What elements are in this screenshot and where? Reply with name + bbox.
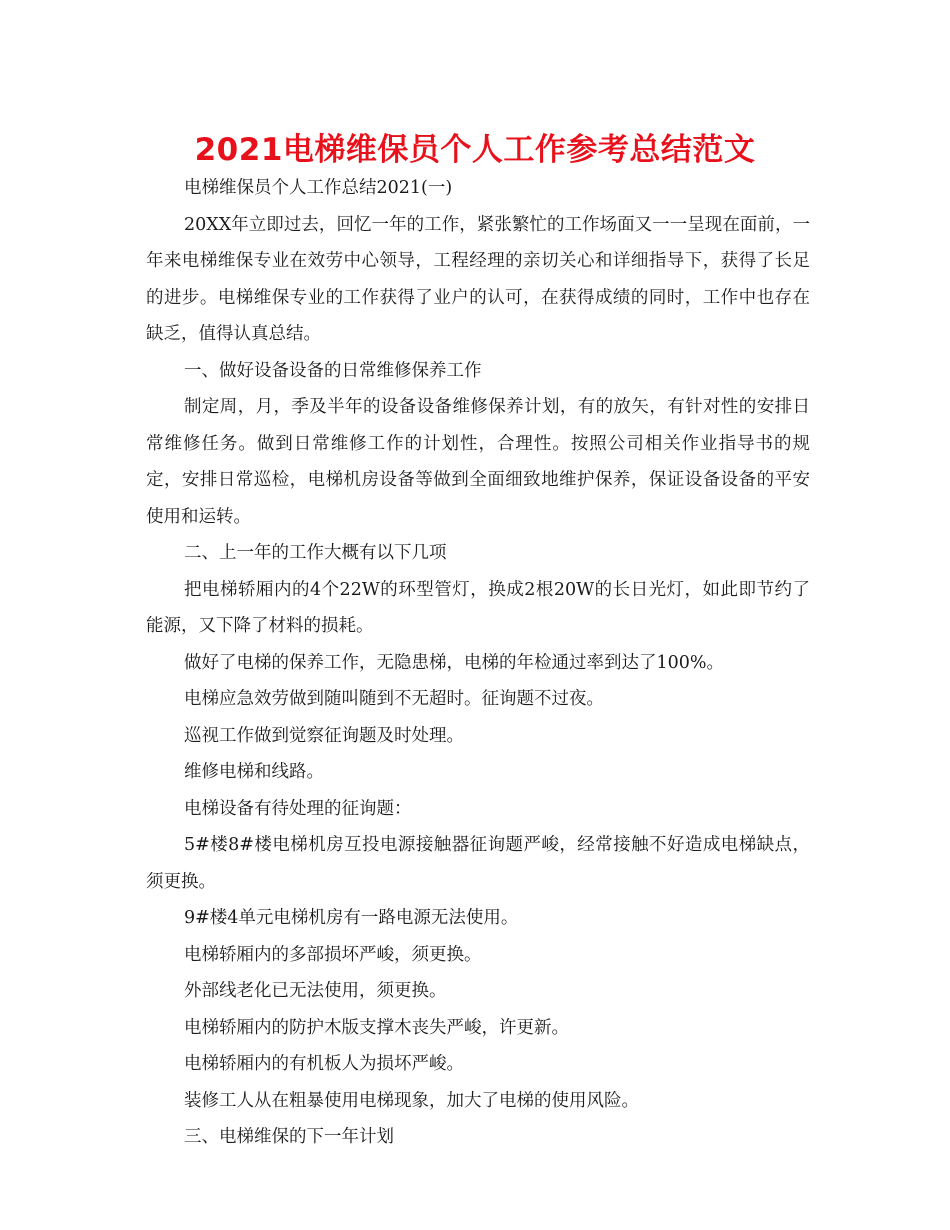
list-item: 外部线老化已无法使用，须更换。 [184,981,447,1001]
list-item: 电梯轿厢内的多部损坏严峻，须更换。 [184,944,482,965]
list-item: 电梯应急效劳做到随叫随到不无超时。征询题不过夜。 [184,689,604,709]
paragraph-subtitle: 电梯维保员个人工作总结2021(一) [184,178,453,198]
list-item: 做好了电梯的保养工作，无隐患梯，电梯的年检通过率到达了100%。 [184,652,725,673]
list-item: 巡视工作做到觉察征询题及时处理。 [184,725,464,746]
document-body [146,170,810,1156]
list-item: 9#楼4单元电梯机房有一路电源无法使用。 [184,908,519,928]
list-item: 把电梯轿厢内的4个22W的环型管灯，换成2根20W的长日光灯，如此即节约了能源，又下降了材料的损耗。 [146,579,810,636]
list-item: 装修工人从在粗暴使用电梯现象，加大了电梯的使用风险。 [184,1090,639,1111]
paragraph-intro: 20XX年立即过去，回忆一年的工作，紧张繁忙的工作场面又一一呈现在面前，一年来电梯维保专业在效劳中心领导，工程经理的亲切关心和详细指导下，获得了长足的进步。电梯维保专业的工作获得了业户的认可，在获得成绩的同时，工作中也存在缺乏，值得认真总结。 [146,214,810,344]
list-item: 电梯轿厢内的防护木版支撑木丧失严峻，许更新。 [184,1017,569,1038]
list-item: 电梯设备有待处理的征询题： [184,798,412,819]
list-item: 5#楼8#楼电梯机房互投电源接触器征询题严峻，经常接触不好造成电梯缺点，须更换。 [146,835,810,892]
list-item: 维修电梯和线路。 [184,762,324,782]
section-heading-3: 三、电梯维保的下一年计划 [184,1127,394,1147]
list-item: 电梯轿厢内的有机板人为损坏严峻。 [184,1054,464,1074]
document-title: 2021电梯维保员个人工作参考总结范文 [194,132,756,168]
section-heading-2: 二、上一年的工作大概有以下几项 [184,543,447,563]
paragraph-maintenance-plan: 制定周，月，季及半年的设备设备维修保养计划，有的放矢，有针对性的安排日常维修任务。做到日常维修工作的计划性，合理性。按照公司相关作业指导书的规定，安排日常巡检，电梯机房设备等做到全面细致地维护保养，保证设备设备的平安使用和运转。 [146,397,810,527]
section-heading-1: 一、做好设备设备的日常维修保养工作 [184,360,482,381]
